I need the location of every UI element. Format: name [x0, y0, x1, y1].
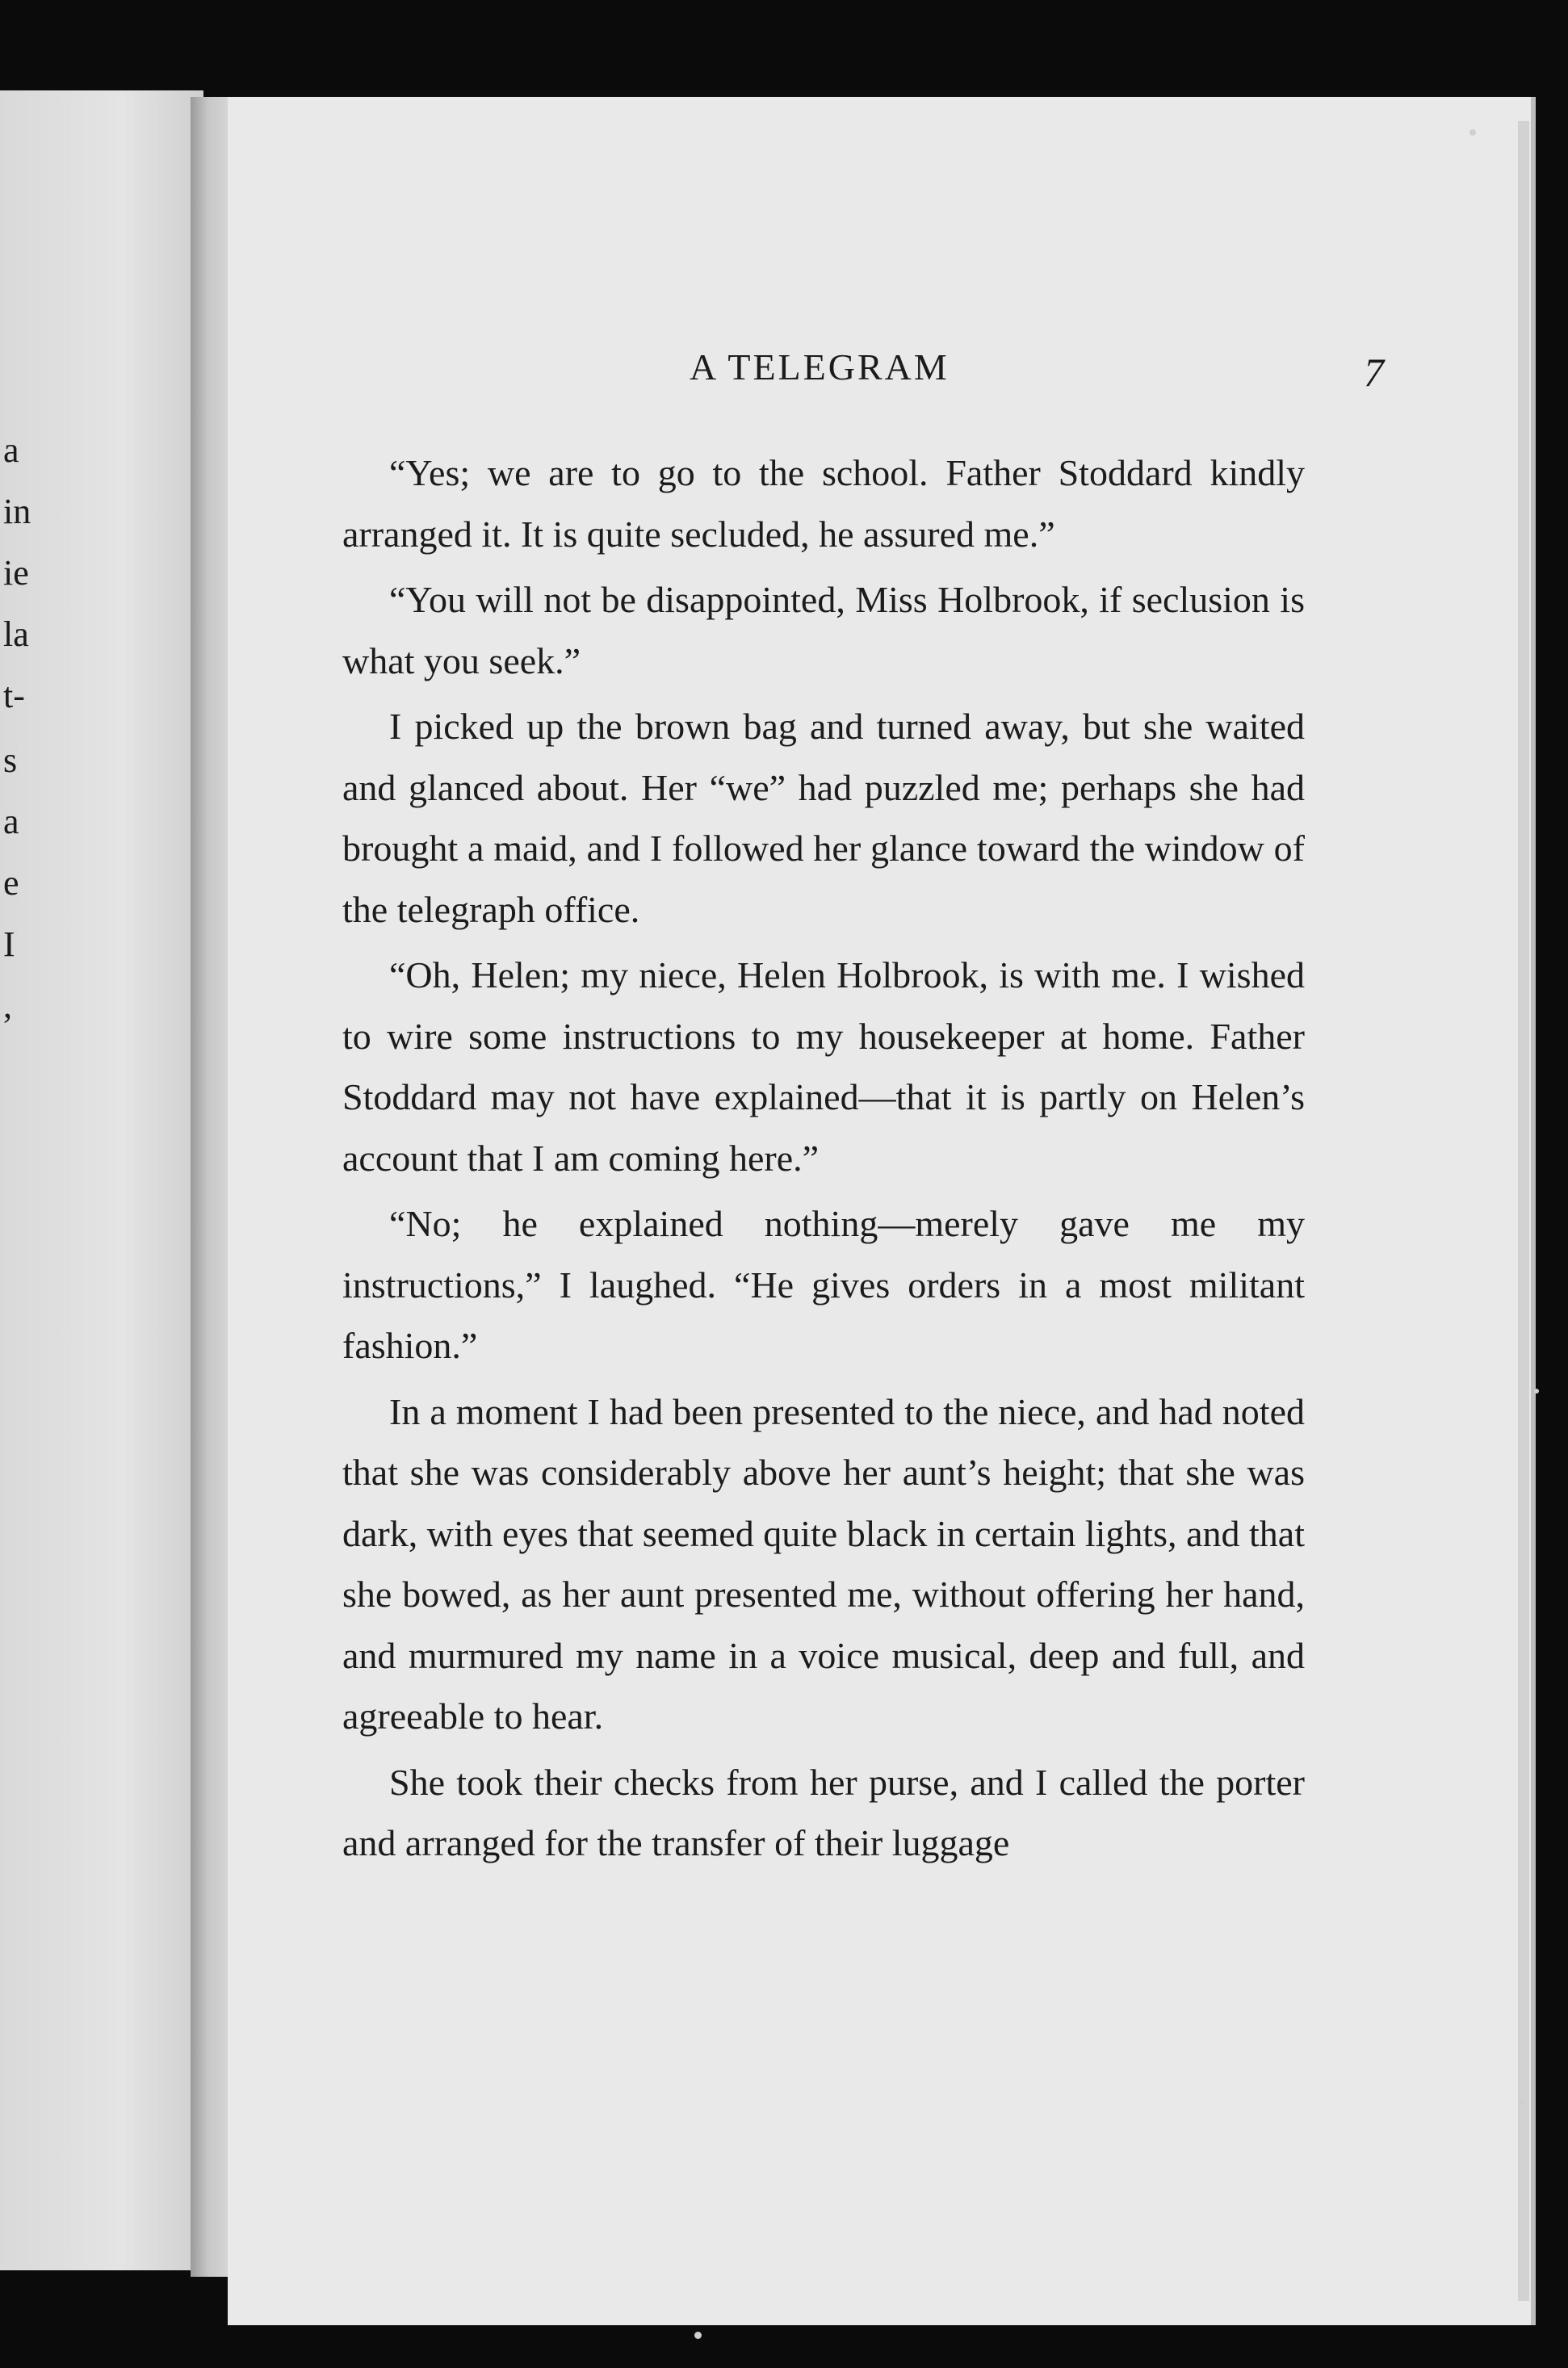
- left-page-fragment: I: [3, 924, 15, 964]
- dust-speck: [1469, 129, 1476, 136]
- paragraph: “Yes; we are to go to the school. Father Stoddard kindly arranged it. It is quite secluded, he assured me.”: [342, 452, 1305, 555]
- left-page-fragment: ie: [3, 553, 29, 593]
- body-text: [342, 442, 1305, 1874]
- left-page-fragment: a: [3, 802, 19, 841]
- page-header: [229, 346, 1384, 394]
- paragraph: “You will not be disappointed, Miss Holbrook, if seclusion is what you seek.”: [342, 579, 1305, 681]
- page-number: 7: [1364, 350, 1384, 395]
- left-page-fragment: e: [3, 863, 19, 903]
- left-page-fragment: s: [3, 740, 18, 780]
- paragraph: She took their checks from her purse, and I called the porter and arranged for the transfer of their luggage: [342, 1761, 1305, 1863]
- left-page-fragment: in: [3, 492, 31, 531]
- dust-speck: [694, 2332, 702, 2339]
- page-edge: [1518, 121, 1529, 2301]
- paragraph: “Oh, Helen; my niece, Helen Holbrook, is with me. I wished to wire some instructions to my housekeeper at home. Father Stoddard may not have explained—that it is partly on Helen’s account that I am coming here.”: [342, 954, 1305, 1179]
- running-head: A TELEGRAM: [690, 346, 950, 388]
- left-page-fragment: la: [3, 614, 29, 654]
- paragraph: In a moment I had been presented to the niece, and had noted that she was considerably above her aunt’s height; that she was dark, with eyes that seemed quite black in certain lights, and that she bowed, as her aunt presented me, without offering her hand, and murmured my name in a voice musical, deep and full, and agreeable to hear.: [342, 1390, 1305, 1737]
- left-page-fragment: t-: [3, 676, 25, 715]
- left-page: [0, 90, 203, 2270]
- left-page-fragment: ,: [3, 986, 12, 1025]
- dust-speck: [1534, 1389, 1539, 1394]
- paragraph: “No; he explained nothing—merely gave me my instructions,” I laughed. “He gives orders in a most militant fashion.”: [342, 1203, 1305, 1366]
- left-page-fragment: a: [3, 430, 19, 470]
- paragraph: I picked up the brown bag and turned away, but she waited and glanced about. Her “we” had puzzled me; perhaps she had brought a maid, and I followed her glance toward the window of the telegraph office.: [342, 706, 1305, 930]
- dust-speck: [1518, 2099, 1524, 2105]
